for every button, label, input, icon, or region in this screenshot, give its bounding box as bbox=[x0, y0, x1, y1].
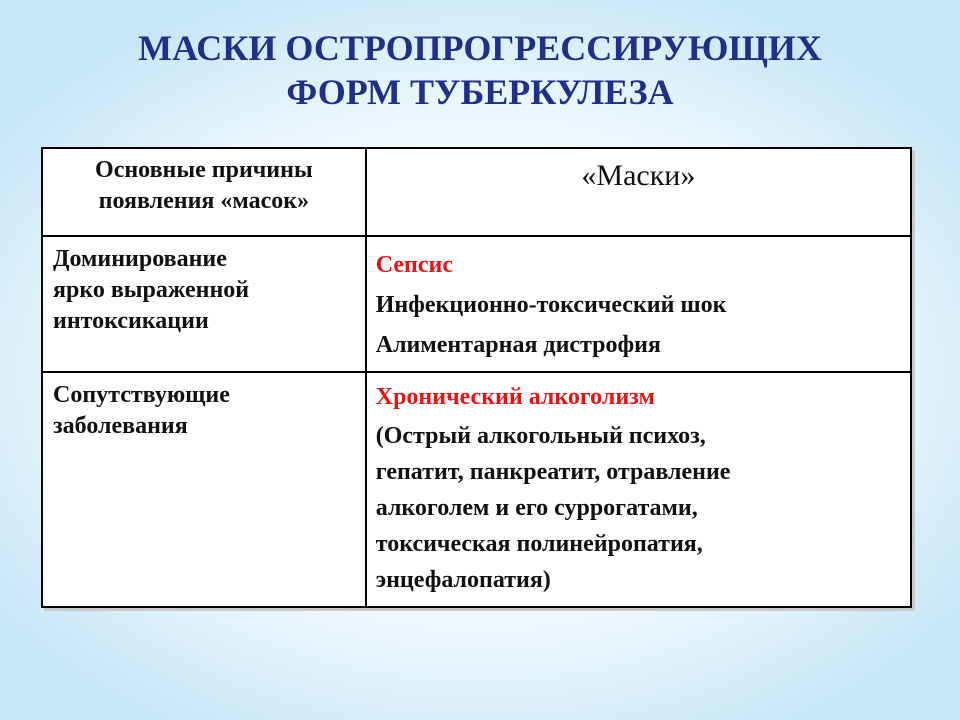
cause-line: Доминирование bbox=[53, 246, 227, 272]
table-row bbox=[42, 236, 911, 372]
header-causes bbox=[42, 148, 366, 236]
header-causes-line-2: появления «масок» bbox=[98, 188, 310, 214]
slide-title-line-1: МАСКИ ОСТРОПРОГРЕССИРУЮЩИХ bbox=[138, 28, 822, 68]
mask-item-sepsis: Сепсис bbox=[375, 252, 453, 278]
cause-line: заболевания bbox=[53, 413, 188, 439]
mask-item-toxic-shock: Инфекционно-токсический шок bbox=[375, 292, 727, 318]
header-causes-line-1: Основные причины bbox=[95, 157, 313, 183]
slide-title-line-2: ФОРМ ТУБЕРКУЛЕЗА bbox=[286, 72, 674, 112]
cause-cell bbox=[42, 236, 366, 372]
cause-line: интоксикации bbox=[53, 308, 209, 334]
detail-line: гепатит, панкреатит, отравление bbox=[375, 459, 731, 485]
masks-cell bbox=[366, 372, 911, 607]
masks-table bbox=[41, 147, 912, 608]
detail-line: алкоголем и его суррогатами, bbox=[375, 495, 698, 521]
slide-title bbox=[0, 26, 960, 114]
cause-line: Сопутствующие bbox=[53, 382, 230, 408]
cause-line: ярко выраженной bbox=[53, 277, 250, 303]
detail-line: (Острый алкогольный психоз, bbox=[375, 423, 706, 449]
header-masks: «Маски» bbox=[366, 148, 911, 236]
detail-line: энцефалопатия) bbox=[375, 567, 551, 593]
masks-cell bbox=[366, 236, 911, 372]
mask-item-chronic-alcoholism: Хронический алкоголизм bbox=[375, 384, 655, 410]
detail-line: токсическая полинейропатия, bbox=[375, 531, 703, 557]
cause-cell bbox=[42, 372, 366, 607]
mask-item-alimentary-dystrophy: Алиментарная дистрофия bbox=[375, 332, 661, 358]
table-row bbox=[42, 372, 911, 607]
table-header-row bbox=[42, 148, 911, 236]
